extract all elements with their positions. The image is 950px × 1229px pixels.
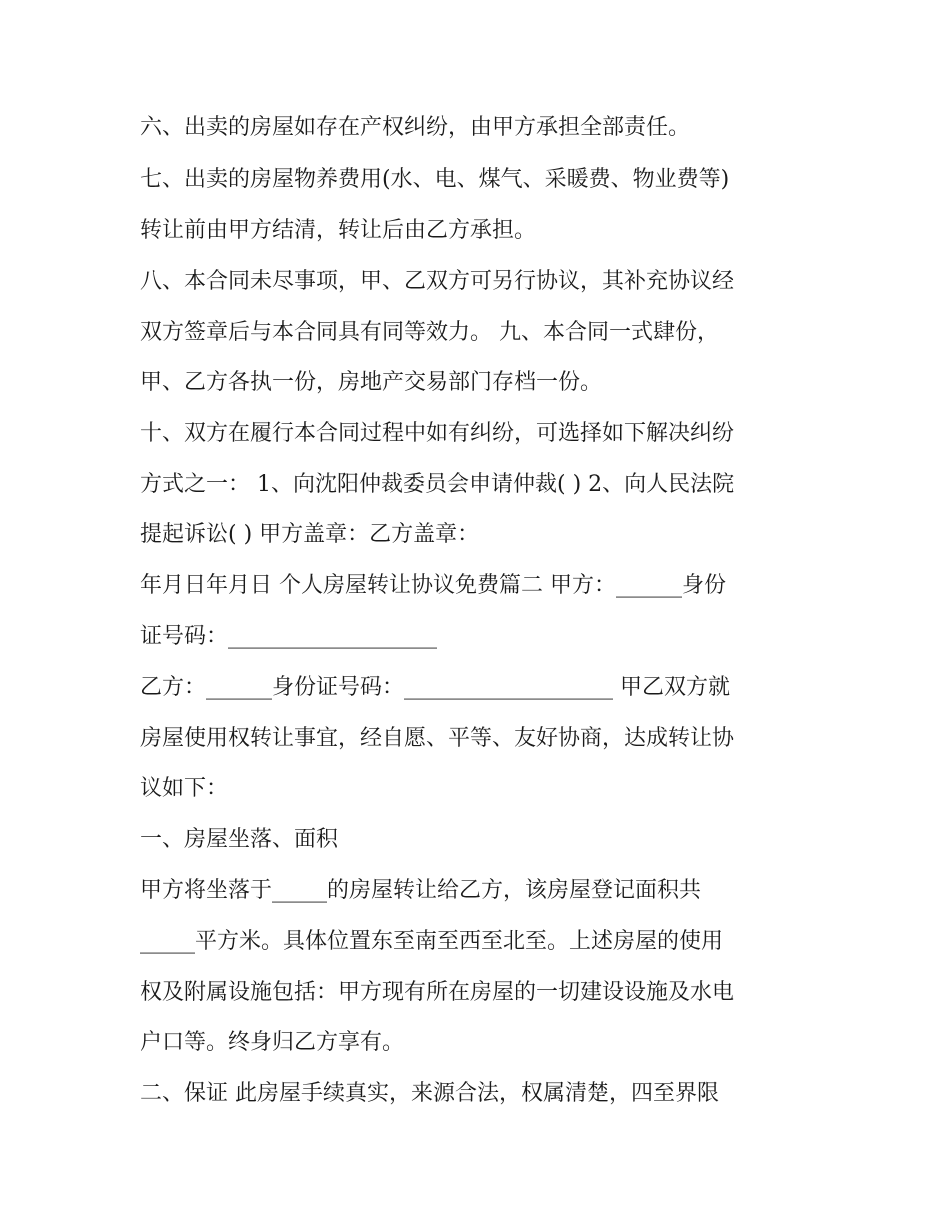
text-line: 双方签章后与本合同具有同等效力。 九、本合同一式肆份， bbox=[140, 320, 719, 345]
text-line: 甲方将坐落于_____的房屋转让给乙方，该房屋登记面积共 bbox=[140, 878, 702, 903]
text-line: 二、保证 此房屋手续真实，来源合法，权属清楚，四至界限 bbox=[140, 1081, 719, 1106]
text-line: _____平方米。具体位置东至南至西至北至。上述房屋的使用 bbox=[140, 929, 724, 954]
text-line: 权及附属设施包括：甲方现有所在房屋的一切建设设施及水电 bbox=[140, 980, 735, 1005]
text-line: 六、出卖的房屋如存在产权纠纷，由甲方承担全部责任。 bbox=[140, 115, 691, 140]
text-line: 方式之一： 1、向沈阳仲裁委员会申请仲裁( ) 2、向人民法院 bbox=[140, 472, 735, 497]
text-line: 议如下： bbox=[140, 776, 229, 801]
text-line: 转让前由甲方结清，转让后由乙方承担。 bbox=[140, 218, 537, 243]
text-line: 甲、乙方各执一份，房地产交易部门存档一份。 bbox=[140, 370, 603, 395]
text-line: 房屋使用权转让事宜，经自愿、平等、友好协商，达成转让协 bbox=[140, 726, 735, 751]
text-line: 八、本合同未尽事项，甲、乙双方可另行协议，其补充协议经 bbox=[140, 269, 735, 294]
text-line: 户口等。终身归乙方享有。 bbox=[140, 1030, 405, 1055]
text-line: 乙方：______身份证号码：___________________ 甲乙双方就 bbox=[140, 675, 730, 700]
section-heading: 一、房屋坐落、面积 bbox=[140, 827, 339, 852]
text-line: 七、出卖的房屋物养费用(水、电、煤气、采暖费、物业费等) bbox=[140, 167, 730, 192]
text-line: 提起诉讼( ) 甲方盖章：乙方盖章： bbox=[140, 522, 480, 547]
text-line: 年月日年月日 个人房屋转让协议免费篇二 甲方：______身份 bbox=[140, 573, 726, 598]
text-line: 十、双方在履行本合同过程中如有纠纷，可选择如下解决纠纷 bbox=[140, 421, 735, 446]
text-line: 证号码：___________________ bbox=[140, 624, 438, 649]
